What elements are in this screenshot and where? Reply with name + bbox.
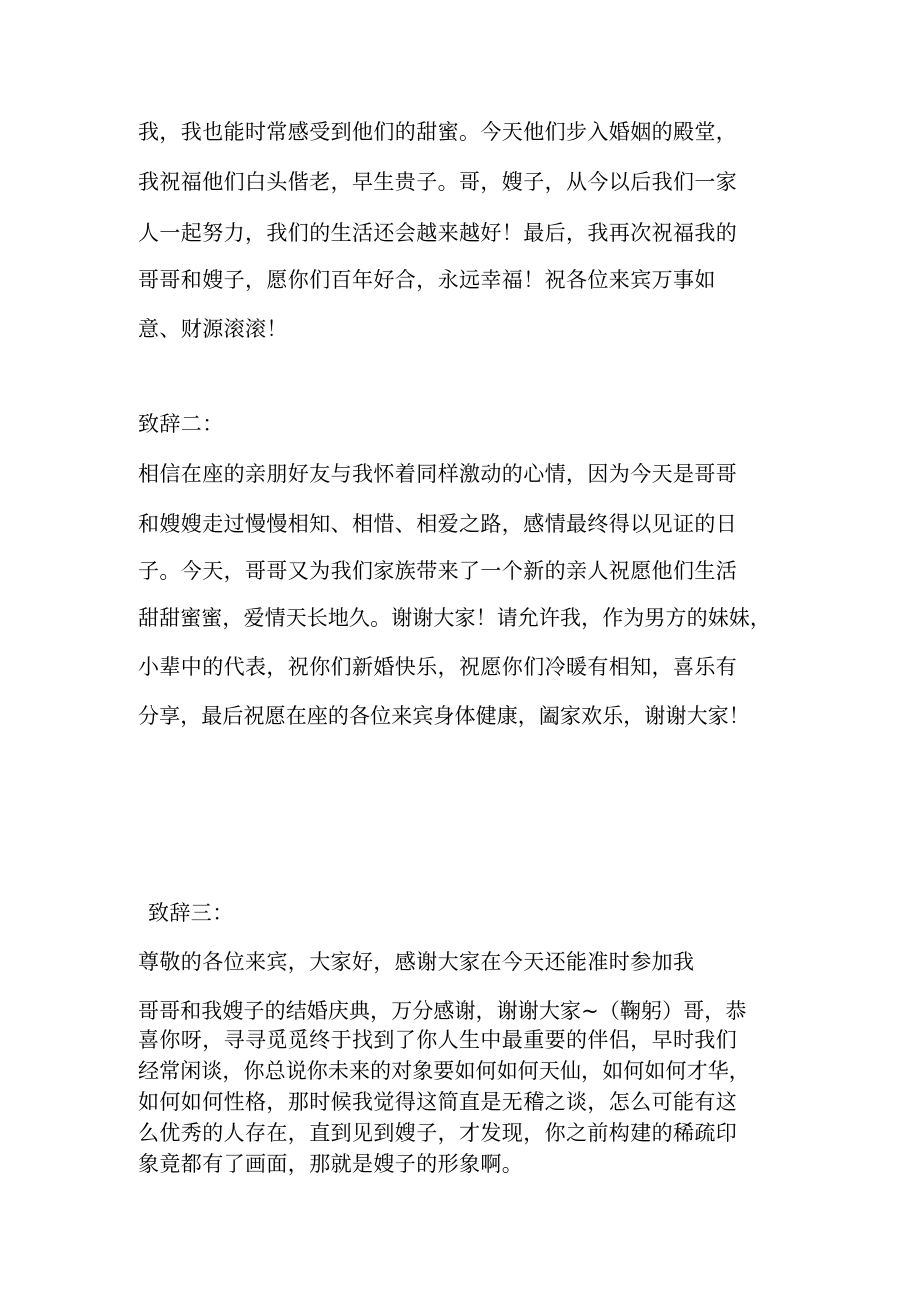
- paragraph-line: 么优秀的人存在，直到见到嫂子，才发现，你之前构建的稀疏印: [138, 1121, 738, 1145]
- paragraph-line: 意、财源滚滚！: [138, 317, 288, 341]
- section-heading: 致辞二：: [138, 412, 224, 436]
- paragraph-line: 哥哥和嫂子，愿你们百年好合，永远幸福！祝各位来宾万事如: [138, 268, 716, 292]
- paragraph-line: 小辈中的代表，祝你们新婚快乐，祝愿你们冷暖有相知，喜乐有: [138, 655, 738, 679]
- paragraph-line: 分享，最后祝愿在座的各位来宾身体健康，阖家欢乐，谢谢大家！: [138, 704, 750, 728]
- section-heading: 致辞三：: [148, 901, 234, 925]
- paragraph-intro: 尊敬的各位来宾，大家好，感谢大家在今天还能准时参加我: [138, 950, 695, 974]
- paragraph-line: 我，我也能时常感受到他们的甜蜜。今天他们步入婚姻的殿堂，: [138, 120, 738, 144]
- paragraph-line: 子。今天，哥哥又为我们家族带来了一个新的亲人祝愿他们生活: [138, 559, 738, 583]
- paragraph-line: 哥哥和我嫂子的结婚庆典，万分感谢，谢谢大家~（鞠躬）哥，恭: [138, 999, 747, 1023]
- paragraph-line: 象竟都有了画面，那就是嫂子的形象啊。: [138, 1152, 524, 1176]
- paragraph-line: 喜你呀，寻寻觅觅终于找到了你人生中最重要的伴侣，早时我们: [138, 1028, 738, 1052]
- paragraph-line: 甜甜蜜蜜，爱情天长地久。谢谢大家！请允许我，作为男方的妹妹，: [138, 606, 771, 630]
- paragraph-line: 和嫂嫂走过慢慢相知、相惜、相爱之路，感情最终得以见证的日: [138, 512, 738, 536]
- paragraph-line: 如何如何性格，那时候我觉得这简直是无稽之谈，怎么可能有这: [138, 1090, 738, 1114]
- paragraph-line: 人一起努力，我们的生活还会越来越好！最后，我再次祝福我的: [138, 221, 738, 245]
- paragraph-line: 我祝福他们白头偕老，早生贵子。哥，嫂子，从今以后我们一家: [138, 170, 738, 194]
- paragraph-line: 相信在座的亲朋好友与我怀着同样激动的心情，因为今天是哥哥: [138, 462, 738, 486]
- paragraph-line: 经常闲谈，你总说你未来的对象要如何如何天仙，如何如何才华，: [138, 1059, 750, 1083]
